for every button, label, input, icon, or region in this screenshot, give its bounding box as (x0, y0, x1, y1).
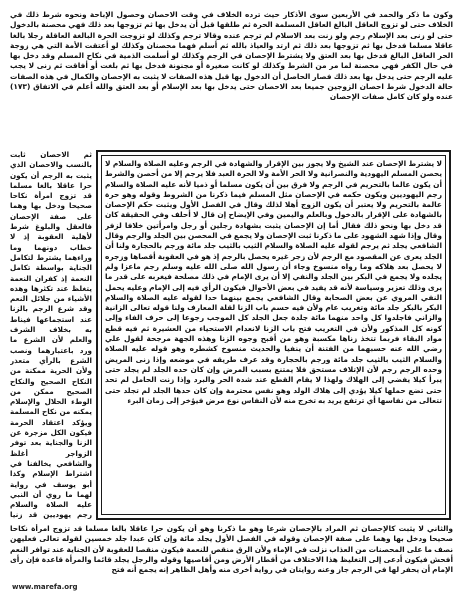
main-text-frame (96, 150, 451, 520)
scanned-book-page (10, 10, 453, 576)
upper-margin-commentary (10, 10, 453, 145)
source-url: www.marefa.org (12, 583, 78, 591)
upper-commentary-text: وكون ما ذكر والحمد في الأربعين سوى الأذكار حيث ترده الخلاف في وقت الاحصان وحصول الإباحة ونحوه شرط ذلك في الخلاف حتى لو تزوج العاقل البالغ العاقل المسلمة الحرة ثم طلقها قبل أن يدخل بها ثم تزوجها بعد ذلك فهي محصنة بالدخول حتى لو زنى بعد الإسلام رجم ولو زنت بعد الاسلام لم ترجم عنده وقالا ترجم وكذلك لو تزوجت الحرة البالغة العاقلة رجلا بالغا عاقلا مسلما فدخل بها ثم تزوجها بعد ذلك ثم ارتد والعياذ بالله ثم أسلم فهما محصنان وكذلك لو أعتقت الأمة التي هي زوجة الحر العاقل البالغ فدخل بها بعد العتق ولا يشترط الإحصان في الرجم وكذلك لو أسلمت الذمية في نكاح المسلم وقد دخل بها في حال الكفر فهي محصنة لما مر من الشرط وكذلك لو كانت صغيرة أو مجنونة فدخل بها ثم بلغت أو أفاقت ثم زنى لا يجب عليه الرجم حتى يدخل بها بعد ذلك فصار الحاصل أن الدخول بها قبل هذه الصفات لا يثبت به الإحصان والكمال في هذه الصفات حالة الدخول شرط احصان الزوجين جميعا بعد الاحصان حتى يدخل بها بعد الإسلام أو بعد العتق والله أعلم في الاتفاق (١٧٣) عنده ولو كان كامل صفات الإحصان (10, 10, 453, 102)
side-margin-commentary (10, 150, 92, 520)
main-body-text: لا يشترط الإحصان عند الشيخ ولا يجوز بين الإقرار والشهادة في الرجم وعليه الصلاة والسلام لا يحصن المسلم اليهودية والنصرانية ولا الحر الأمة ولا الحرة العبد فلا يرجم إلا من أحصن والشرط أن يكون عالما بالتحريم في الرجم ولا فرق بين أن يكون مسلما أو ذميا لأنه عليه الصلاة والسلام رجم اليهوديين ويكون حكمه في الإحصان مثل المسلم فيما ذكرنا من الشروط وقوله وهو حرة عالمة بالتحريم ولا يعتبر أن يكون الزوج أهلا لذلك وقال في الفصل الأول ويثبت حكم الإحصان بالشهادة على الإقرار بالدخول وبالعلم واليمين وفي الإيضاح إن قال لا أحلف وفي الحقيقة كان قد دخل بها ونحو ذلك فقال أما إن الإحصان يثبت بشهادة رجلين أو رجل وامرأتين خلافا لزفر وقال وإذا شهد الشهود على ما ذكرنا ثبت الإحصان ولا يجمع في المحصن بين الجلد والرجم وقال الشافعي يجلد ثم يرجم لقوله عليه الصلاة والسلام الثيب بالثيب جلد مائة ورجم بالحجارة ولنا أن الجلد يعرى عن المقصود مع الرجم لأن زجر غيره يحصل بالرجم إذ هو في العقوبة أقصاها وزجره لا يحصل بعد هلاكه وما رواه منسوخ وجاء أن رسول الله صلى الله عليه وسلم رجم ماعزا ولم يجلده ولا يجمع في البكر بين الجلد والنفي إلا أن يرى الإمام في ذلك مصلحة فيغربه على قدر ما يرى وذلك تعزير وسياسة لأنه قد يفيد في بعض الأحوال فيكون الرأي فيه إلى الإمام وعليه يحمل النفي المروي عن بعض الصحابة وقال الشافعي يجمع بينهما حدا لقوله عليه الصلاة والسلام البكر بالبكر جلد مائة وتغريب عام ولأن فيه حسم باب الزنا لقلة المعارف ولنا قوله تعالى الزانية والزاني فاجلدوا كل واحد منهما مائة جلدة جعل الجلد كل الموجب رجوعا إلى حرف الفاء وإلى كونه كل المذكور ولأن في التغريب فتح باب الزنا لانعدام الاستحياء من العشيرة ثم فيه قطع مواد البقاء فربما تتخذ زناها مكسبة وهو من أقبح وجوه الزنا وهذه الجهة مرجحة لقول علي رضي الله عنه حسبهما من الفتنة أن ينفيا والحديث منسوخ كشطره وهو قوله عليه الصلاة والسلام الثيب بالثيب جلد مائة ورجم بالحجارة وقد عرف طريقه في موضعه وإذا زنى المريض وحده الرجم رجم لأن الإتلاف مستحق فلا يمتنع بسبب المرض وإن كان حده الجلد لم يجلد حتى يبرأ كيلا يفضي إلى الهلاك ولهذا لا يقام القطع عند شدة الحر والبرد وإذا زنت الحامل لم تحد حتى تضع حملها كيلا يؤدي إلى هلاك الولد وهو نفس محترمة وإن كان حدها الجلد لم تجلد حتى تتعالى من نفاسها أي ترتفع يريد به تخرج منه لأن النفاس نوع مرض فيؤخر إلى زمان البرء (105, 159, 442, 405)
lower-margin-commentary (10, 524, 453, 576)
side-commentary-text: ثم الاحصان ثابت بالنسب والاحصان الذي يثبت به الرجم أن يكون حرا عاقلا بالغا مسلما قد تزوج امرأة نكاحا صحيحا ودخل بها وهما على صفة الإحصان فالعقل والبلوغ شرط لأهلية العقوبة إذ لا خطاب دونهما وما وراءهما يشترط لتكامل الجناية بواسطة تكامل النعمة إذ كفران النعمة يتغلظ عند تكثرها وهذه الأشياء من جلائل النعم وقد شرع الرجم بالزنا عند استجماعها فيناط به بخلاف الشرف والعلم لأن الشرع ما ورد باعتبارهما ونصب الشرع بالرأي متعذر ولأن الحرية ممكنة من النكاح الصحيح والنكاح الصحيح ممكن من الوطء الحلال والإسلام يمكنه من نكاح المسلمة ويؤكد اعتقاد الحرمة فيكون الكل مزجرة عن الزنا والجناية بعد توفر الزواجر أغلظ والشافعي يخالفنا في اشتراط الإسلام وكذا أبو يوسف في رواية لهما ما روي أن النبي عليه الصلاة والسلام رجم يهوديين قد زنيا (10, 150, 92, 520)
lower-commentary-text: والثاني لا يثبت كالإحصان ثم المراد بالإحصان شرعا وهو ما ذكرنا وهو أن يكون حرا عاقلا بالغا مسلما قد تزوج امرأة نكاحا صحيحا ودخل بها وهما على صفة الإحصان وقوله في الفصل الأول يجلد مائة وإن كان عبدا جلد خمسين لقوله تعالى فعليهن نصف ما على المحصنات من العذاب نزلت في الإماء ولأن الرق منقص للنعمة فيكون منقصا للعقوبة لأن الجناية عند توافر النعم أفحش فيكون أدعى إلى التغليظ هذا الاختلاف من أقطار الأرض ومن أقاصيها وقوله والرجل يجلد قائما والمرأة قاعدة فإن رأى الإمام أن يحفر لها في الرجم جاز وعنه روايتان في رواية أخرى منه وأهل الظاهر إنه يجمع أنه فتح (10, 524, 453, 575)
main-text-area (105, 159, 442, 511)
